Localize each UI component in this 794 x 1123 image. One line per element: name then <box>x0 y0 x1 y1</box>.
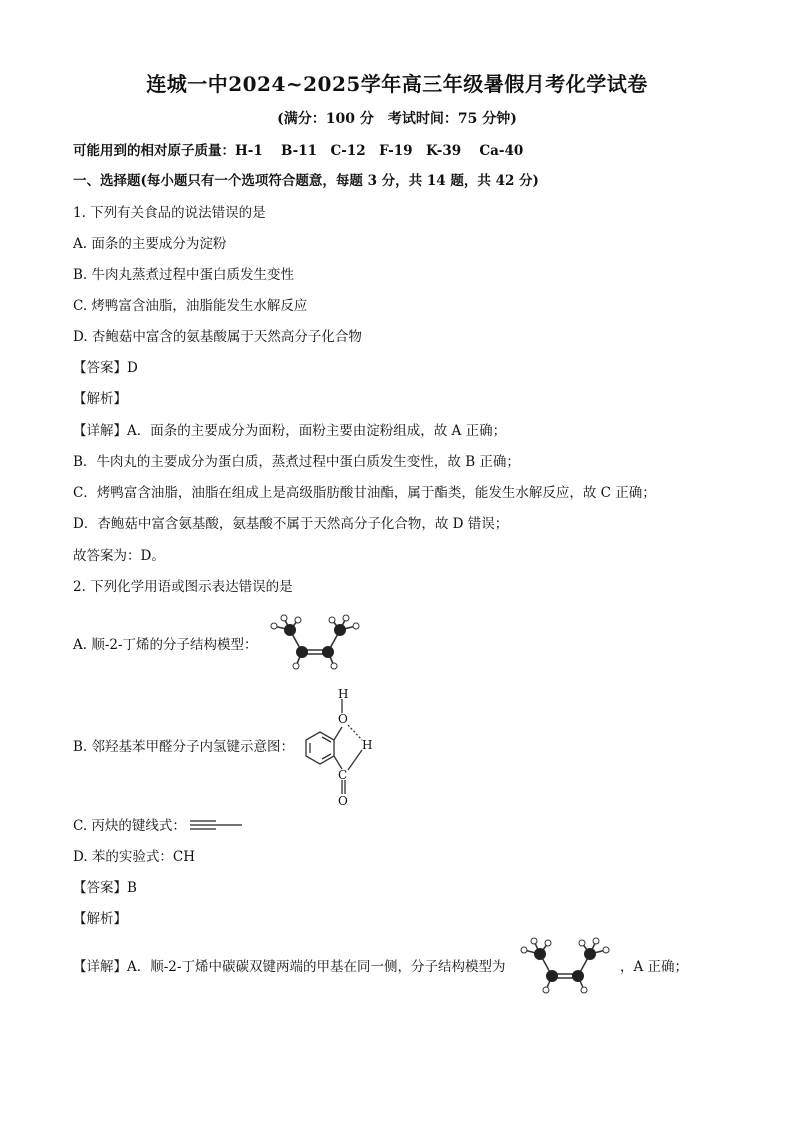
q2-option-b: B. 邻羟基苯甲醛分子内氢键示意图： <box>73 739 295 755</box>
atomic-masses-line: 可能用到的相对原子质量：H-1 B-11 C-12 F-19 K-39 Ca-40 <box>73 143 524 159</box>
q1-detail-d: D．杏鲍菇中富含氨基酸，氨基酸不属于天然高分子化合物，故 D 错误； <box>73 516 509 532</box>
q2-stem: 2. 下列化学用语或图示表达错误的是 <box>73 579 293 595</box>
q2-analysis-heading: 【解析】 <box>73 911 127 927</box>
q1-detail-c: C．烤鸭富含油脂，油脂在组成上是高级脂肪酸甘油酯，属于酯类，能发生水解反应，故 C 正确； <box>73 485 656 501</box>
q1-detail-a: 【详解】A．面条的主要成分为面粉，面粉主要由淀粉组成，故 A 正确； <box>73 423 507 439</box>
q1-option-b: B. 牛肉丸蒸煮过程中蛋白质发生变性 <box>73 267 295 283</box>
q1-option-c: C. 烤鸭富含油脂，油脂能发生水解反应 <box>73 298 308 314</box>
o-hydroxybenzaldehyde-diagram <box>296 686 386 808</box>
q2-option-c: C. 丙炔的键线式： <box>73 818 186 834</box>
q2-option-a: A. 顺-2-丁烯的分子结构模型： <box>73 637 258 653</box>
q2-option-d: D. 苯的实验式：CH <box>73 849 196 865</box>
hydroxyl-o-atom-label: O <box>338 712 348 726</box>
q2-detail-a: 【详解】A．顺-2-丁烯中碳碳双键两端的甲基在同一侧，分子结构模型为 <box>73 959 506 975</box>
q1-option-a: A. 面条的主要成分为淀粉 <box>73 236 227 252</box>
aldehyde-o-atom-label: O <box>338 794 348 808</box>
q1-option-d: D. 杏鲍菇中富含的氨基酸属于天然高分子化合物 <box>73 329 362 345</box>
exam-title: 连城一中2024~2025学年高三年级暑假月考化学试卷 <box>146 72 648 96</box>
cis-2-butene-model-diagram-inline <box>514 936 618 996</box>
q2-answer: 【答案】B <box>73 880 137 896</box>
q1-answer: 【答案】D <box>73 360 138 376</box>
q1-stem: 1. 下列有关食品的说法错误的是 <box>73 205 266 221</box>
exam-subtitle: (满分：100 分 考试时间：75 分钟) <box>277 111 517 127</box>
cis-2-butene-model-diagram <box>262 612 368 672</box>
propyne-bond-line-diagram <box>188 818 244 832</box>
q1-conclusion: 故答案为：D。 <box>73 548 165 564</box>
q1-analysis-heading: 【解析】 <box>73 391 127 407</box>
q2-detail-a-end: ，A 正确； <box>620 959 689 975</box>
section-heading: 一、选择题(每小题只有一个选项符合题意，每题 3 分，共 14 题，共 42 分) <box>73 173 539 189</box>
aldehyde-h-atom-label: H <box>362 738 373 752</box>
aldehyde-c-atom-label: C <box>338 768 348 782</box>
hydroxyl-h-atom-label: H <box>338 687 349 701</box>
q1-detail-b: B．牛肉丸的主要成分为蛋白质，蒸煮过程中蛋白质发生变性，故 B 正确； <box>73 454 520 470</box>
